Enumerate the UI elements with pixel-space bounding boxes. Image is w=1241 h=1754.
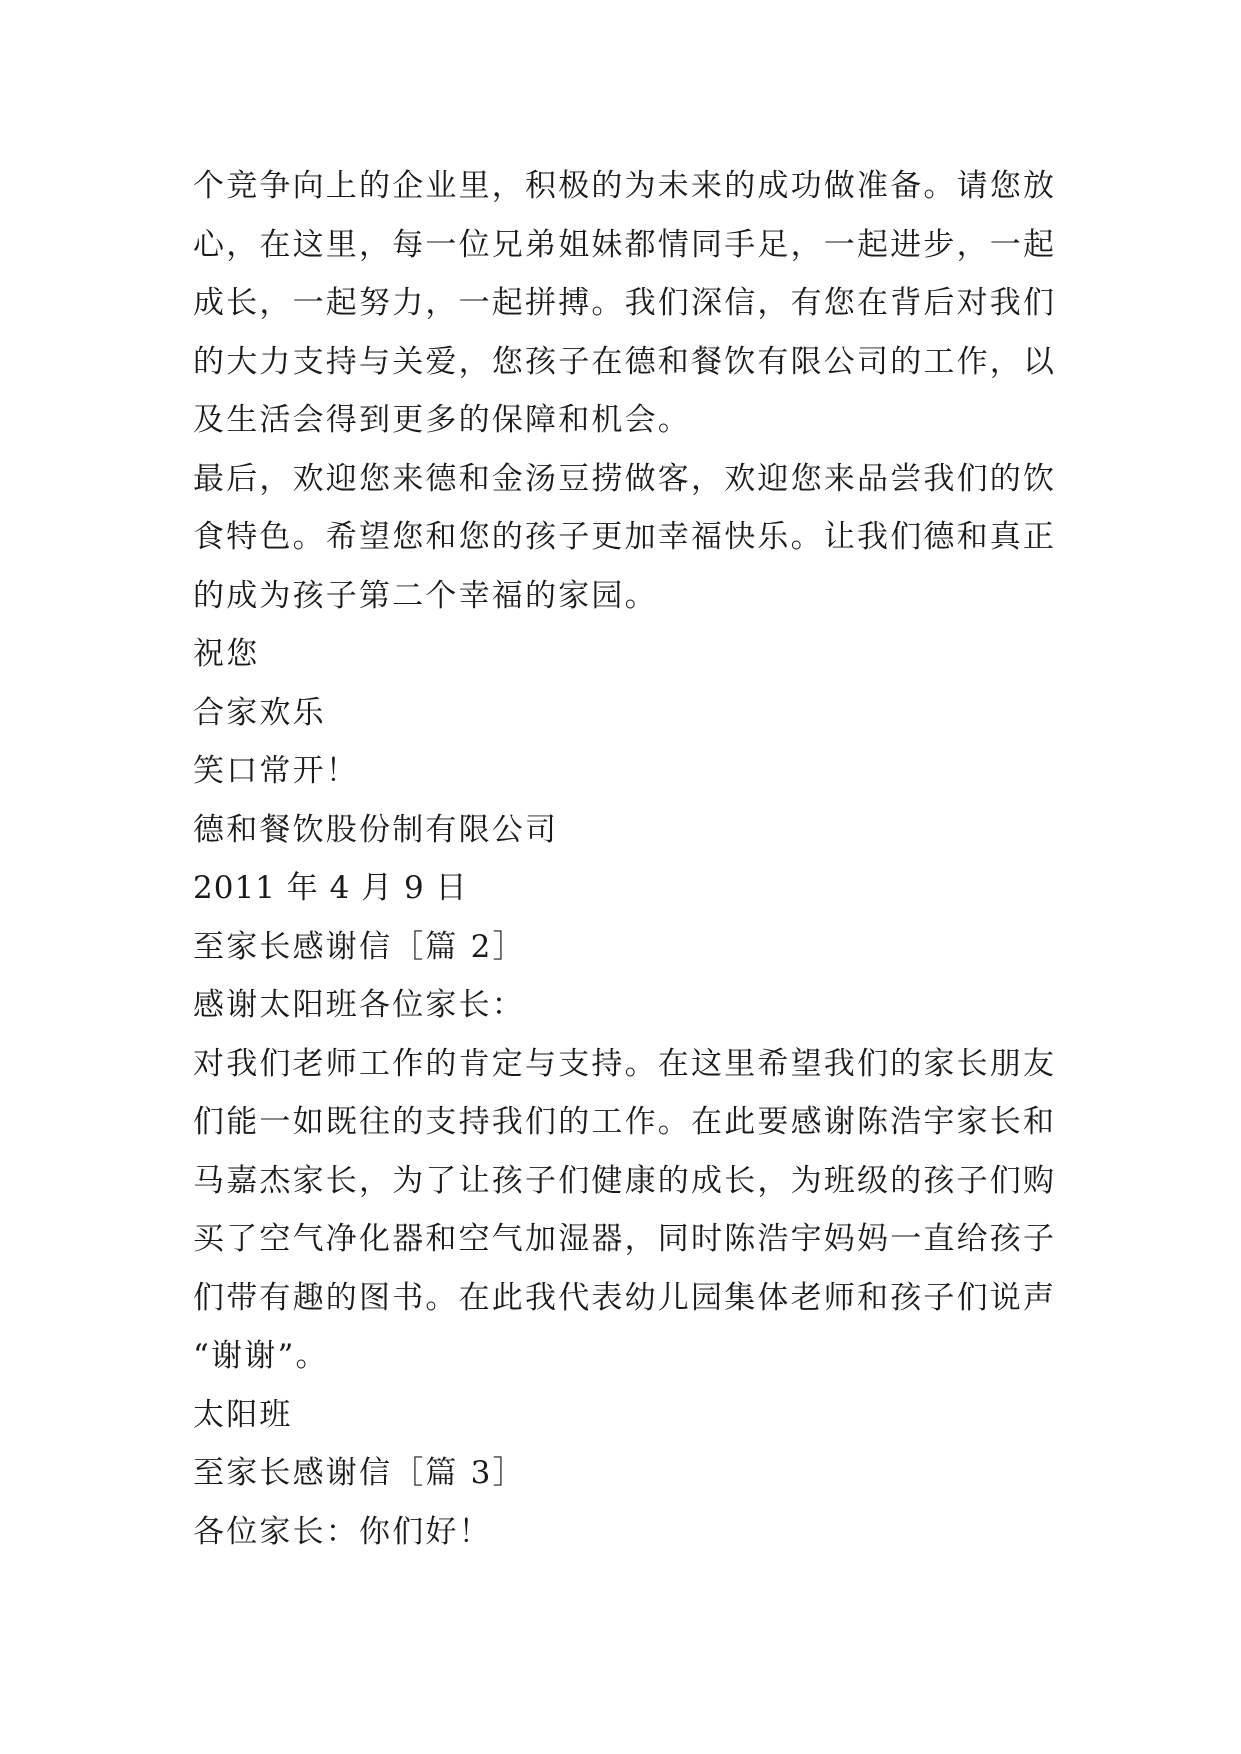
signature-date: 2011 年 4 月 9 日: [193, 870, 468, 906]
closing-salutation: 祝您: [193, 636, 260, 672]
signature-company: 德和餐饮股份制有限公司: [193, 811, 559, 848]
document-body: [193, 157, 1063, 1561]
body-text-line: 的成为孩子第二个幸福的家园。: [193, 577, 658, 614]
body-text-line: 买了空气净化器和空气加湿器，同时陈浩宇妈妈一直给孩子: [193, 1221, 1057, 1257]
body-text-line: “谢谢”。: [193, 1338, 329, 1374]
section-heading: 至家长感谢信［篇 2］: [193, 928, 526, 965]
closing-wish: 笑口常开！: [193, 753, 359, 789]
letter-greeting: 各位家长：你们好！: [193, 1513, 492, 1550]
body-text-line: 们能一如既往的支持我们的工作。在此要感谢陈浩宇家长和: [193, 1104, 1057, 1140]
body-text-line: 个竞争向上的企业里，积极的为未来的成功做准备。请您放: [193, 168, 1057, 204]
body-text-line: 们带有趣的图书。在此我代表幼儿园集体老师和孩子们说声: [193, 1279, 1057, 1316]
body-text-line: 成长，一起努力，一起拼搏。我们深信，有您在背后对我们: [193, 285, 1057, 321]
body-text-line: 最后，欢迎您来德和金汤豆捞做客，欢迎您来品尝我们的饮: [193, 460, 1057, 497]
section-heading: 至家长感谢信［篇 3］: [193, 1455, 526, 1491]
closing-wish: 合家欢乐: [193, 694, 326, 731]
body-text-line: 的大力支持与关爱，您孩子在德和餐饮有限公司的工作，以: [193, 343, 1057, 380]
body-text-line: 马嘉杰家长，为了让孩子们健康的成长，为班级的孩子们购: [193, 1162, 1057, 1199]
body-text-line: 对我们老师工作的肯定与支持。在这里希望我们的家长朋友: [193, 1045, 1057, 1082]
body-text-line: 心，在这里，每一位兄弟姐妹都情同手足，一起进步，一起: [193, 226, 1057, 263]
body-text-line: 及生活会得到更多的保障和机会。: [193, 402, 691, 438]
body-text-line: 食特色。希望您和您的孩子更加幸福快乐。让我们德和真正: [193, 519, 1057, 555]
signature-class: 太阳班: [193, 1396, 293, 1433]
letter-greeting: 感谢太阳班各位家长：: [193, 987, 525, 1023]
